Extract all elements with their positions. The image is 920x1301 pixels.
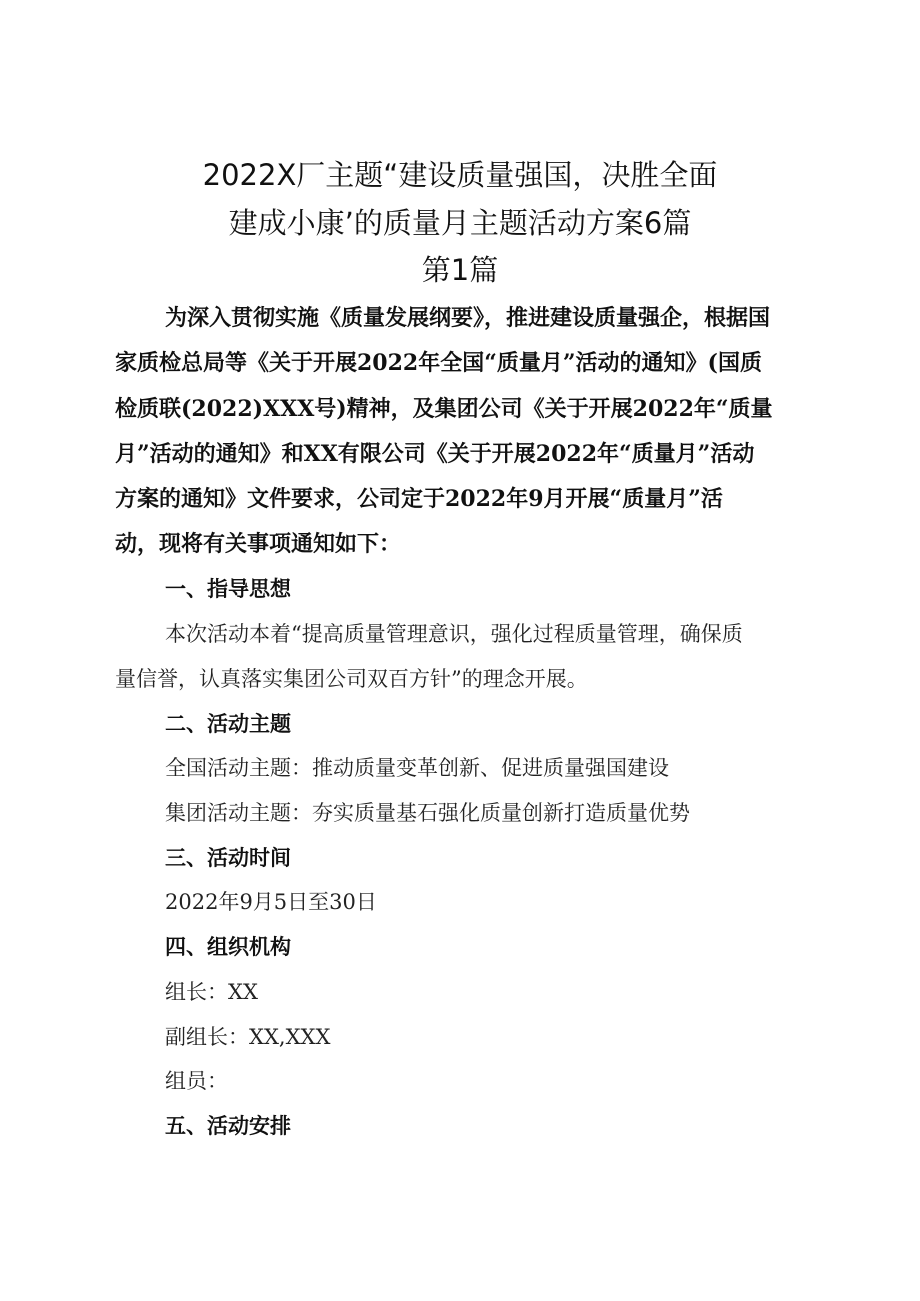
section-body-line: 全国活动主题：推动质量变革创新、促进质量强国建设 bbox=[165, 756, 669, 780]
document-title-line-2: 建成小康’的质量月主题活动方案6篇 bbox=[228, 206, 692, 240]
section-body-line: 组员： bbox=[165, 1069, 228, 1093]
section-body-line: 本次活动本着“提高质量管理意识，强化过程质量管理，确保质 bbox=[165, 622, 743, 646]
section-body-line: 副组长：XX,XXX bbox=[165, 1025, 331, 1049]
section-body-line: 组长：XX bbox=[165, 980, 258, 1004]
document-subtitle: 第1篇 bbox=[421, 253, 499, 287]
intro-paragraph-line: 为深入贯彻实施《质量发展纲要》，推进建设质量强企，根据国 bbox=[165, 305, 771, 331]
document-title-line-1: 2022X厂主题“建设质量强国，决胜全面 bbox=[202, 158, 718, 192]
intro-paragraph-line: 检质联(2022)XXX号)精神，及集团公司《关于开展2022年“质量 bbox=[115, 396, 773, 422]
intro-paragraph-line: 家质检总局等《关于开展2022年全国“质量月”活动的通知》(国质 bbox=[115, 350, 762, 376]
section-heading-guiding-ideology: 一、指导思想 bbox=[165, 577, 291, 601]
section-body-line: 集团活动主题：夯实质量基石强化质量创新打造质量优势 bbox=[165, 801, 690, 825]
section-body-line: 2022年9月5日至30日 bbox=[165, 890, 377, 914]
section-heading-activity-time: 三、活动时间 bbox=[165, 846, 291, 870]
intro-paragraph-line: 月”活动的通知》和XX有限公司《关于开展2022年“质量月”活动 bbox=[115, 441, 755, 467]
intro-paragraph-line: 动，现将有关事项通知如下： bbox=[115, 531, 402, 557]
section-heading-activity-arrangement: 五、活动安排 bbox=[165, 1114, 291, 1138]
section-heading-activity-theme: 二、活动主题 bbox=[165, 712, 291, 736]
section-heading-organization: 四、组织机构 bbox=[165, 935, 291, 959]
intro-paragraph-line: 方案的通知》文件要求，公司定于2022年9月开展“质量月”活 bbox=[115, 486, 723, 512]
section-body-line: 量信誉，认真落实集团公司双百方针”的理念开展。 bbox=[115, 667, 588, 691]
